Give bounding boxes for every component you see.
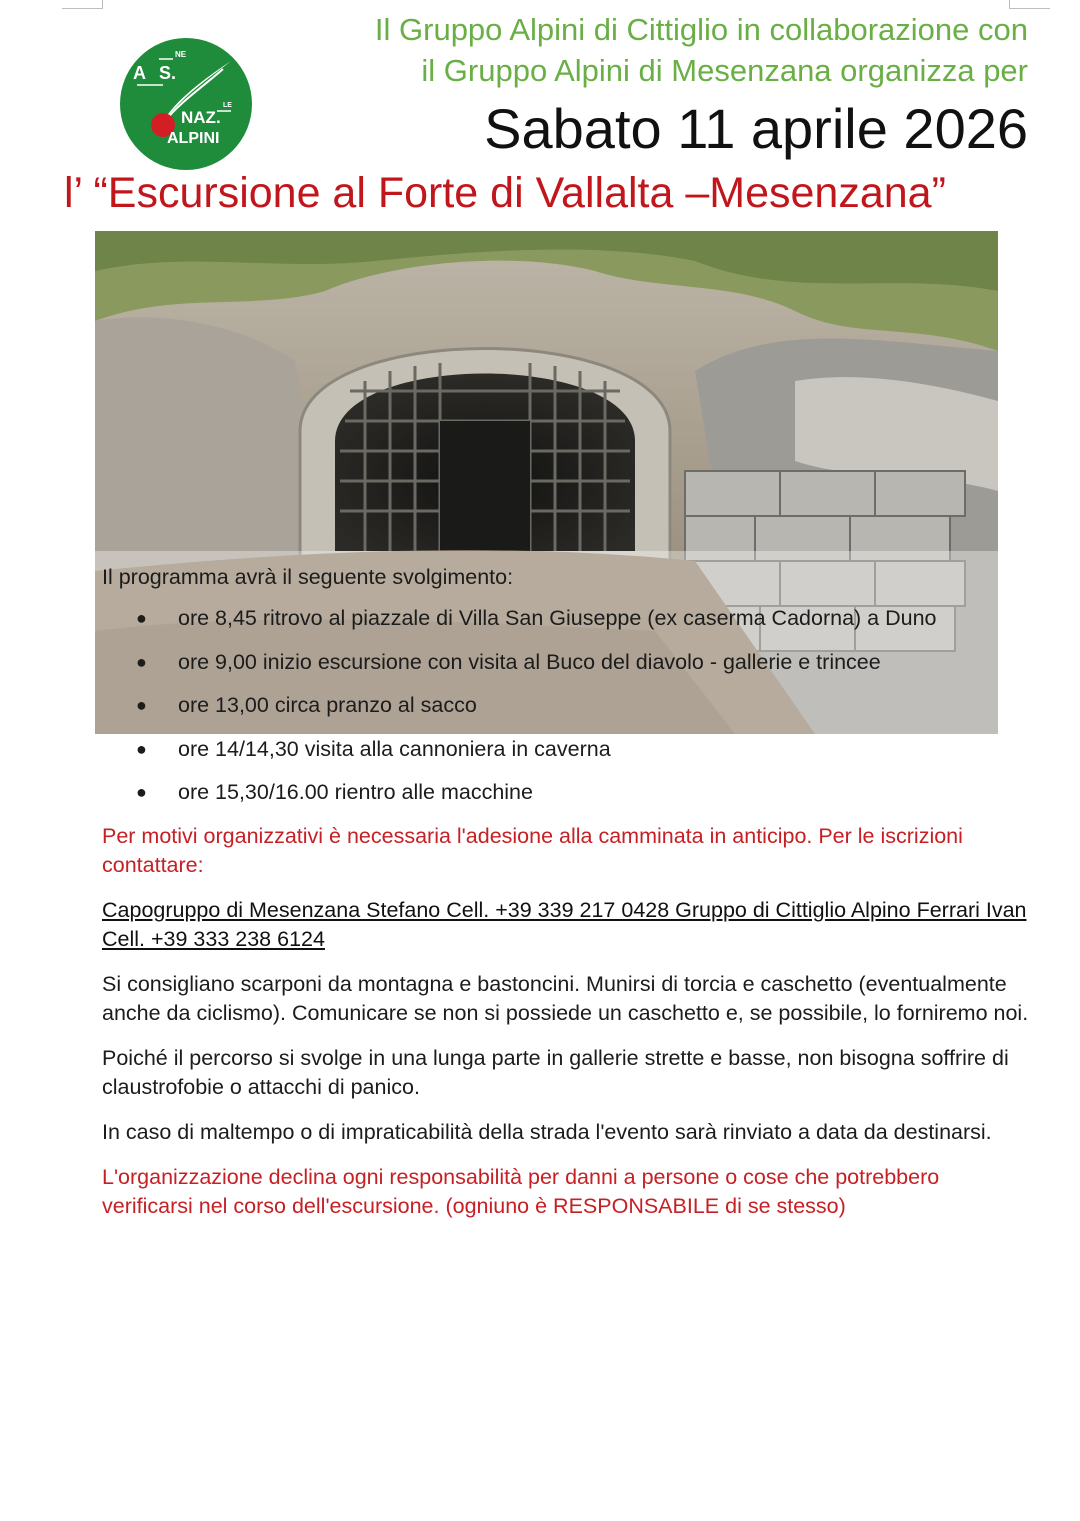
weather-note: In caso di maltempo o di impraticabilità della strada l'evento sarà rinviato a data da destinarsi. <box>102 1119 992 1144</box>
event-title: l’ “Escursione al Forte di Vallalta –Mesenzana” <box>64 169 946 217</box>
contact-info: Capogruppo di Mesenzana Stefano Cell. +39 339 217 0428 Gruppo di Cittiglio Alpino Ferrari Ivan Cell. +39 333 238 6124 <box>102 897 1027 951</box>
bullet-icon: ● <box>136 782 147 802</box>
bullet-icon: ● <box>136 738 147 759</box>
program-item: ● ore 8,45 ritrovo al piazzale di Villa San Giuseppe (ex caserma Cadorna) a Duno <box>102 604 1032 633</box>
logo-text-ne: NE <box>175 50 187 59</box>
program-item: ● ore 13,00 circa pranzo al sacco <box>102 691 1032 720</box>
claustrophobia-warning: Poiché il percorso si svolge in una lunga parte in gallerie strette e basse, non bisogna soffrire di claustrofobie o attacchi di panico. <box>102 1045 1009 1099</box>
logo-text-a: A <box>133 63 146 83</box>
bullet-icon: ● <box>136 651 147 672</box>
bullet-icon: ● <box>136 608 147 628</box>
header-line-2: il Gruppo Alpini di Mesenzana organizza per <box>421 53 1028 88</box>
logo-text-s: S. <box>159 63 177 83</box>
program-item: ● ore 15,30/16.00 rientro alle macchine <box>102 778 1032 807</box>
liability-disclaimer: L'organizzazione declina ogni responsabilità per danni a persone o cose che potrebbero verificarsi nel corso dell'escursione. (ogniuno è RESPONSABILE di se stesso) <box>102 1164 940 1218</box>
logo-text-naz: NAZ. <box>181 108 221 127</box>
logo-text-alpini: ALPINI <box>167 130 220 147</box>
event-details <box>102 563 1032 1237</box>
program-item: ● ore 14/14,30 visita alla cannoniera in caverna <box>102 735 1032 764</box>
page-corner-mark-left <box>62 0 103 9</box>
page-corner-mark-right <box>1009 0 1050 9</box>
registration-note: Per motivi organizzativi è necessaria l'adesione alla camminata in anticipo. Per le iscrizioni contattare: <box>102 823 963 877</box>
event-date: Sabato 11 aprile 2026 <box>484 97 1028 160</box>
logo-text-le: LE <box>223 102 232 109</box>
ana-logo <box>119 37 253 171</box>
program-list <box>102 604 1032 807</box>
program-intro: Il programma avrà il seguente svolgimento: <box>102 565 514 589</box>
bullet-icon: ● <box>136 695 147 715</box>
program-item: ● ore 9,00 inizio escursione con visita al Buco del diavolo - gallerie e trincee <box>102 648 1032 677</box>
equipment-note: Si consigliano scarponi da montagna e bastoncini. Munirsi di torcia e caschetto (eventualmente anche da ciclismo). Comunicare se non si possiede un caschetto e, se possibile, lo forniremo noi. <box>102 971 1029 1025</box>
header-line-1: Il Gruppo Alpini di Cittiglio in collaborazione con <box>374 12 1028 47</box>
